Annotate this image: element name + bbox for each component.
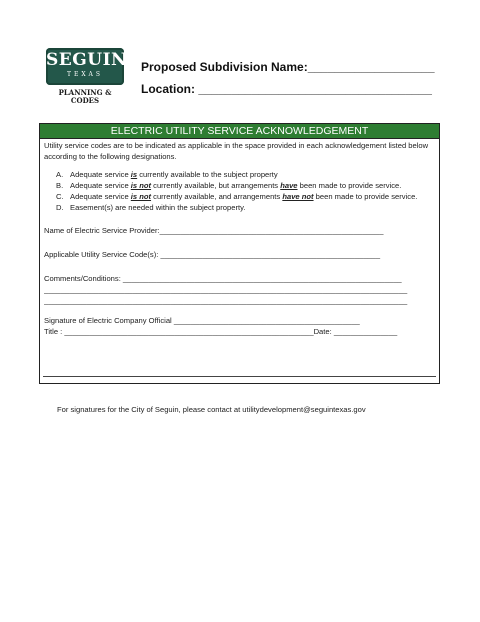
emphasis-text: is not xyxy=(130,192,152,201)
emphasis-text: is not xyxy=(130,181,152,190)
emphasis-text: have xyxy=(280,181,298,190)
logo-name: SEGUIN xyxy=(46,50,128,70)
service-code-d: D. Easement(s) are needed within the subject property. xyxy=(56,203,246,212)
provider-name-field[interactable]: Name of Electric Service Provider:_____________________________________________________ xyxy=(44,226,384,235)
acknowledgement-form xyxy=(39,123,440,384)
service-code-list xyxy=(44,169,435,213)
emphasis-text: have not xyxy=(282,192,314,201)
service-code-c: C. Adequate service is not currently available, and arrangements have not been made to provide service. xyxy=(56,192,418,201)
emphasis-text: is xyxy=(130,170,138,179)
code-letter: C. xyxy=(56,192,64,201)
footer-contact: For signatures for the City of Seguin, please contact at utilitydevelopment@seguintexas.gov xyxy=(57,405,366,414)
location-field[interactable]: Location: ___________________________________ xyxy=(141,82,432,96)
code-letter: B. xyxy=(56,181,64,190)
code-letter: A. xyxy=(56,170,64,179)
comments-line-3[interactable]: ______________________________________________________________________________________ xyxy=(44,296,408,305)
title-date-field[interactable]: Title : ___________________________________________________________Date: _______________ xyxy=(44,327,398,336)
form-intro: Utility service codes are to be indicated as applicable in the space provided in each acknowledgement listed below according to the following designations. xyxy=(44,141,429,161)
code-letter: D. xyxy=(56,203,64,212)
service-code-a: A. Adequate service is currently available to the subject property xyxy=(56,170,278,179)
logo-department xyxy=(46,89,124,105)
seguin-logo xyxy=(46,48,128,105)
form-title: ELECTRIC UTILITY SERVICE ACKNOWLEDGEMENT xyxy=(40,124,439,139)
logo-dept-line1: PLANNING & xyxy=(58,88,112,97)
form-body xyxy=(40,140,439,337)
logo-badge xyxy=(46,48,128,85)
logo-subtitle: TEXAS xyxy=(67,71,103,78)
signature-field[interactable]: Signature of Electric Company Official ____________________________________________ xyxy=(44,316,360,325)
form-bottom-rule xyxy=(43,376,436,377)
service-code-b: B. Adequate service is not currently available, but arrangements have been made to provide service. xyxy=(56,181,402,190)
service-code-field[interactable]: Applicable Utility Service Code(s): ____________________________________________________ xyxy=(44,250,381,259)
subdivision-name-field[interactable]: Proposed Subdivision Name:___________________ xyxy=(141,60,435,74)
logo-dept-line2: CODES xyxy=(70,96,100,105)
comments-line-2[interactable]: ______________________________________________________________________________________ xyxy=(44,285,408,294)
comments-field[interactable]: Comments/Conditions: __________________________________________________________________ xyxy=(44,274,402,283)
